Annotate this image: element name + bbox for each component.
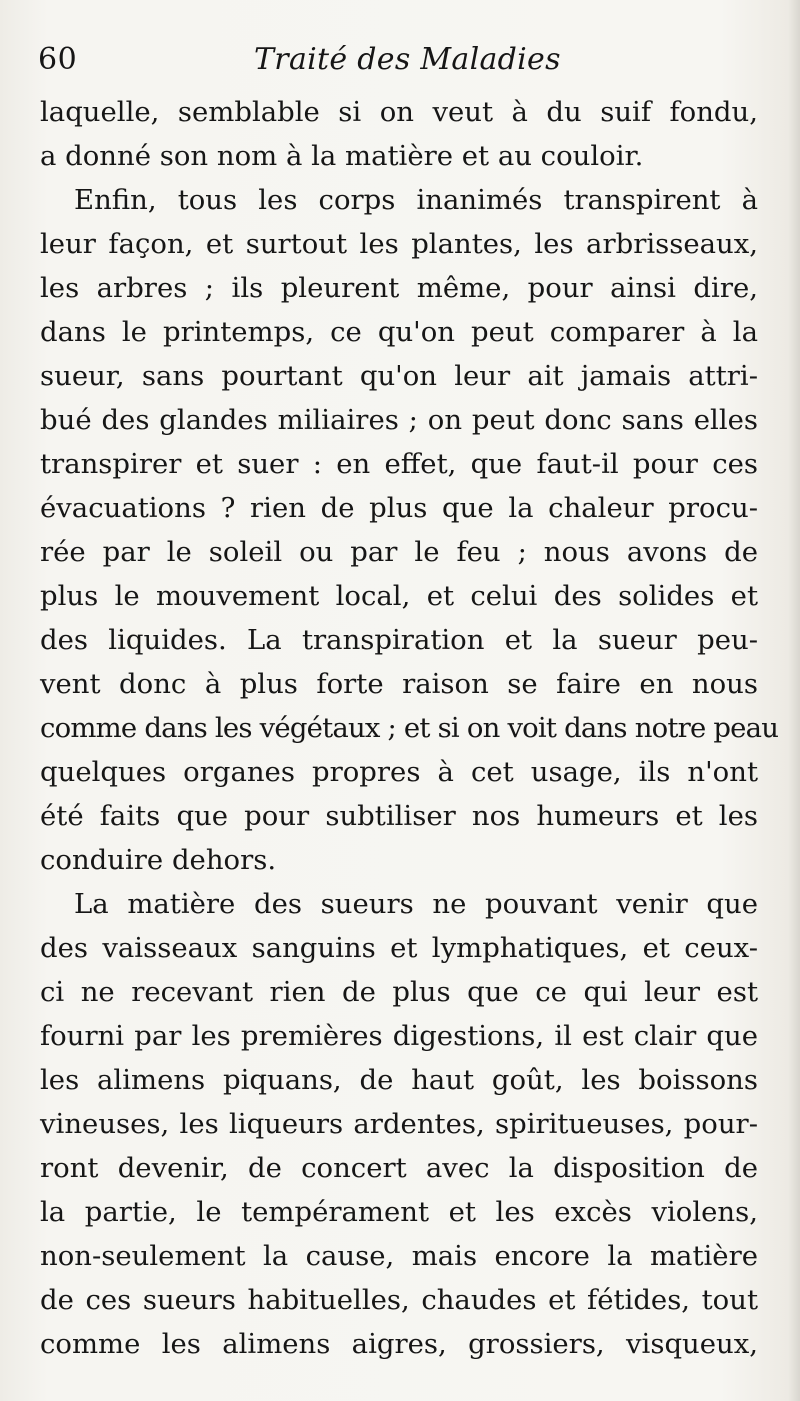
running-title: Traité des Maladies (254, 42, 561, 77)
text-line: non-seulement la cause, mais encore la matière (40, 1240, 758, 1272)
text-line: ront devenir, de concert avec la disposition de (40, 1152, 758, 1184)
text-line: fourni par les premières digestions, il est clair que (40, 1020, 758, 1052)
text-line: vent donc à plus forte raison se faire en nous (40, 668, 758, 700)
text-line: La matière des sueurs ne pouvant venir que (74, 888, 758, 920)
text-line: plus le mouvement local, et celui des solides et (40, 580, 758, 612)
page-header (38, 38, 758, 82)
text-line: vineuses, les liqueurs ardentes, spiritueuses, pour- (40, 1108, 758, 1140)
page-number: 60 (38, 42, 78, 77)
text-line: les alimens piquans, de haut goût, les boissons (40, 1064, 758, 1096)
text-line: des vaisseaux sanguins et lymphatiques, et ceux- (40, 932, 758, 964)
text-line: leur façon, et surtout les plantes, les arbrisseaux, (40, 228, 758, 260)
body-text (40, 90, 779, 1366)
text-line: la partie, le tempérament et les excès violens, (40, 1196, 758, 1228)
text-line: sueur, sans pourtant qu'on leur ait jamais attri- (40, 360, 758, 392)
text-line: ci ne recevant rien de plus que ce qui leur est (40, 976, 758, 1008)
text-line: des liquides. La transpiration et la sueur peu- (40, 624, 758, 656)
text-line: laquelle, semblable si on veut à du suif fondu, (40, 96, 758, 128)
text-line: les arbres ; ils pleurent même, pour ainsi dire, (40, 272, 758, 304)
text-line: évacuations ? rien de plus que la chaleur procu- (40, 492, 758, 524)
text-line: rée par le soleil ou par le feu ; nous avons de (40, 536, 758, 568)
text-line: comme les alimens aigres, grossiers, visqueux, (40, 1328, 758, 1360)
text-line: comme dans les végétaux ; et si on voit dans notre peau (40, 712, 779, 744)
text-line: de ces sueurs habituelles, chaudes et fétides, tout (40, 1284, 758, 1316)
text-line: dans le printemps, ce qu'on peut comparer à la (40, 316, 758, 348)
text-line: Enfin, tous les corps inanimés transpirent à (74, 184, 758, 216)
text-line: quelques organes propres à cet usage, ils n'ont (40, 756, 758, 788)
text-line: été faits que pour subtiliser nos humeurs et les (40, 800, 758, 832)
text-line: bué des glandes miliaires ; on peut donc sans elles (40, 404, 758, 436)
text-line: a donné son nom à la matière et au couloir. (40, 140, 644, 172)
page-edge-shadow (788, 0, 800, 1401)
text-line: transpirer et suer : en effet, que faut-il pour ces (40, 448, 758, 480)
text-line: conduire dehors. (40, 844, 277, 876)
